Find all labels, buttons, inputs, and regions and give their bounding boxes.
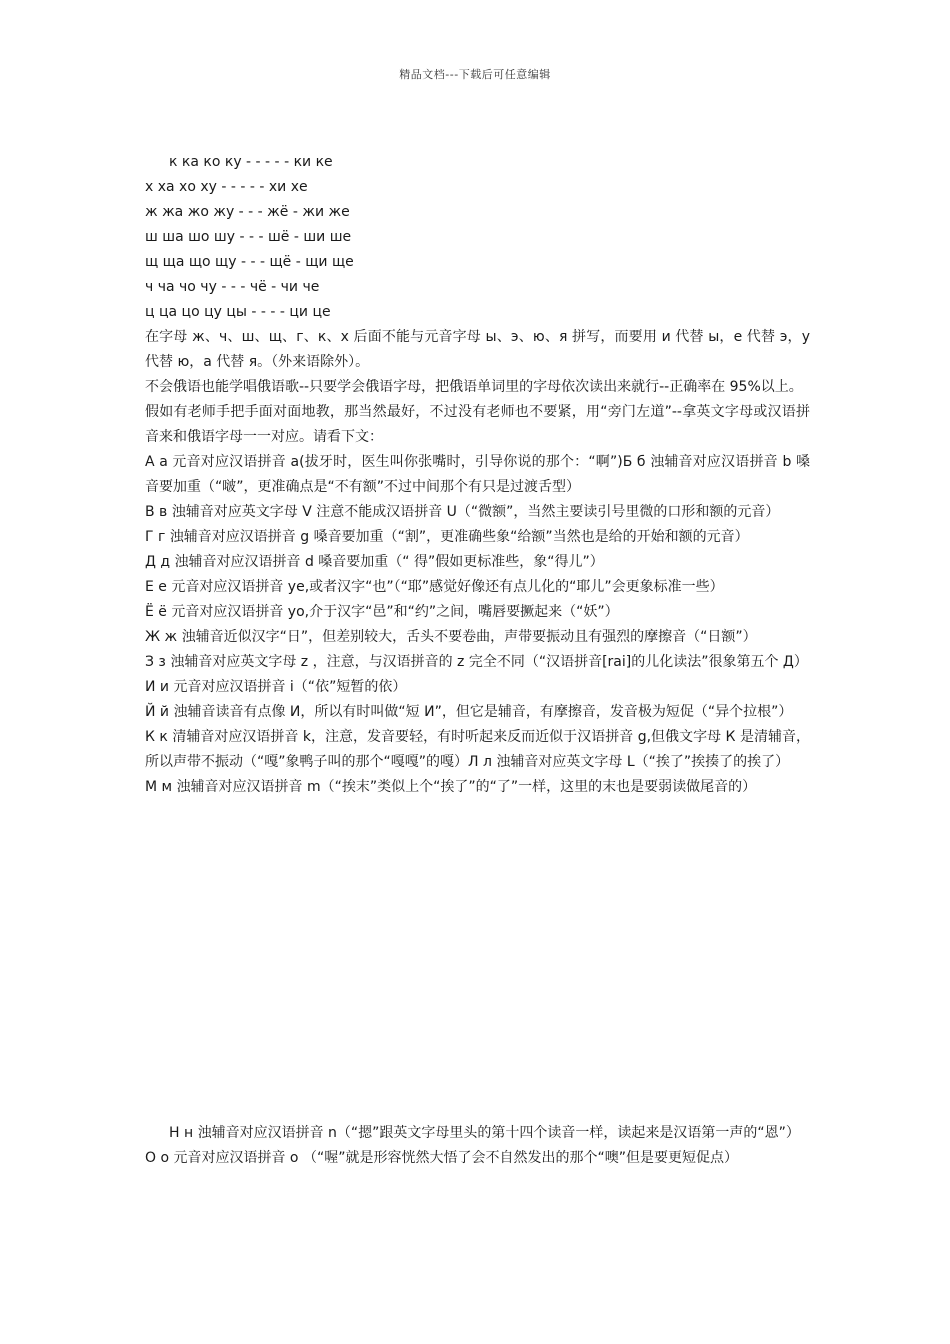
letter-entry-v: В в 浊辅音对应英文字母 V 注意不能成汉语拼音 U（“微额”，当然主要读引号里微的口形和额的元音） <box>145 504 780 520</box>
intro-paragraph: 不会俄语也能学唱俄语歌--只要学会俄语字母，把俄语单词里的字母依次读出来就行--正确率在 95%以上。 <box>145 379 803 395</box>
syllable-row-zh: ж жа жо жу - - - жё - жи же <box>145 204 350 220</box>
letter-entry-z: З з 浊辅音对应英文字母 z ，注意，与汉语拼音的 z 完全不同（“汉语拼音[rai]的儿化读法”很象第五个 Д） <box>145 654 808 670</box>
syllable-row-ch: ч ча чо чу - - - чё - чи че <box>145 279 320 295</box>
letter-entry-n: Н н 浊辅音对应汉语拼音 n（“摁”跟英文字母里头的第十四个读音一样，读起来是汉语第一声的“恩”） <box>169 1125 800 1141</box>
syllable-row-kh: х ха хо ху - - - - - хи хе <box>145 179 308 195</box>
letter-entry-g: Г г 浊辅音对应汉语拼音 g 嗓音要加重（“割”，更准确些象“给额”当然也是给的开始和额的元音） <box>145 529 749 545</box>
letter-entry-yo: Ё ё 元音对应汉语拼音 yo,介于汉字“邑”和“约”之间，嘴唇要撅起来（“妖”） <box>145 604 619 620</box>
syllable-row-shch: щ ща що щу - - - щё - щи ще <box>145 254 354 270</box>
letter-entry-short-i: Й й 浊辅音读音有点像 И，所以有时叫做“短 И”，但它是辅音，有摩擦音，发音极为短促（“异个拉根”） <box>145 704 793 720</box>
spelling-rule-paragraph: 在字母 ж、ч、ш、щ、г、к、х 后面不能与元音字母 ы、э、ю、я 拼写，而要用 и 代替 ы，е 代替 э，у 代替 ю，а 代替 я。（外来语除外）。 <box>145 329 810 370</box>
syllable-row-sh: ш ша шо шу - - - шё - ши ше <box>145 229 352 245</box>
letter-entry-ye: Е е 元音对应汉语拼音 ye,或者汉字“也”（“耶”感觉好像还有点儿化的“耶儿”会更象标准一些） <box>145 579 724 595</box>
syllable-row-k: к ка ко ку - - - - - ки ке <box>169 154 333 170</box>
letter-entry-zh: Ж ж 浊辅音近似汉字“日”，但差别较大，舌头不要卷曲，声带要振动且有强烈的摩擦音（“日额”） <box>145 629 757 645</box>
letter-entry-d: Д д 浊辅音对应汉语拼音 d 嗓音要加重（“ 得”假如更标准些，象“得儿”） <box>145 554 604 570</box>
document-body-bottom <box>145 1121 810 1171</box>
method-paragraph: 假如有老师手把手面对面地教，那当然最好，不过没有老师也不要紧，用“旁门左道”--拿英文字母或汉语拼音来和俄语字母一一对应。请看下文： <box>145 404 810 445</box>
letter-entry-m: М м 浊辅音对应汉语拼音 m（“挨末”类似上个“挨了”的“了”一样，这里的末也是要弱读做尾音的） <box>145 779 757 795</box>
page-header: 精品文档---下载后可任意编辑 <box>399 68 551 81</box>
document-body-top <box>145 150 810 800</box>
letter-entry-i: И и 元音对应汉语拼音 i（“依”短暂的依） <box>145 679 407 695</box>
letter-entry-k-l: К к 清辅音对应汉语拼音 k，注意，发音要轻，有时听起来反而近似于汉语拼音 g,但俄文字母 К 是清辅音，所以声带不振动（“嘎”象鸭子叫的那个“嘎嘎”的嘎）Л л 浊辅音对应英文字母 L（“挨了”挨揍了的挨了） <box>145 729 810 770</box>
syllable-row-ts: ц ца цо цу цы - - - - ци це <box>145 304 331 320</box>
letter-entry-o: О о 元音对应汉语拼音 o （“喔”就是形容恍然大悟了会不自然发出的那个“噢”但是要更短促点） <box>145 1150 738 1166</box>
letter-entry-a-b: А а 元音对应汉语拼音 a(拔牙时，医生叫你张嘴时，引导你说的那个：“啊”)Б б 浊辅音对应汉语拼音 b 嗓音要加重（“啵”，更准确点是“不有额”不过中间那个有只是过渡舌型） <box>145 454 810 495</box>
